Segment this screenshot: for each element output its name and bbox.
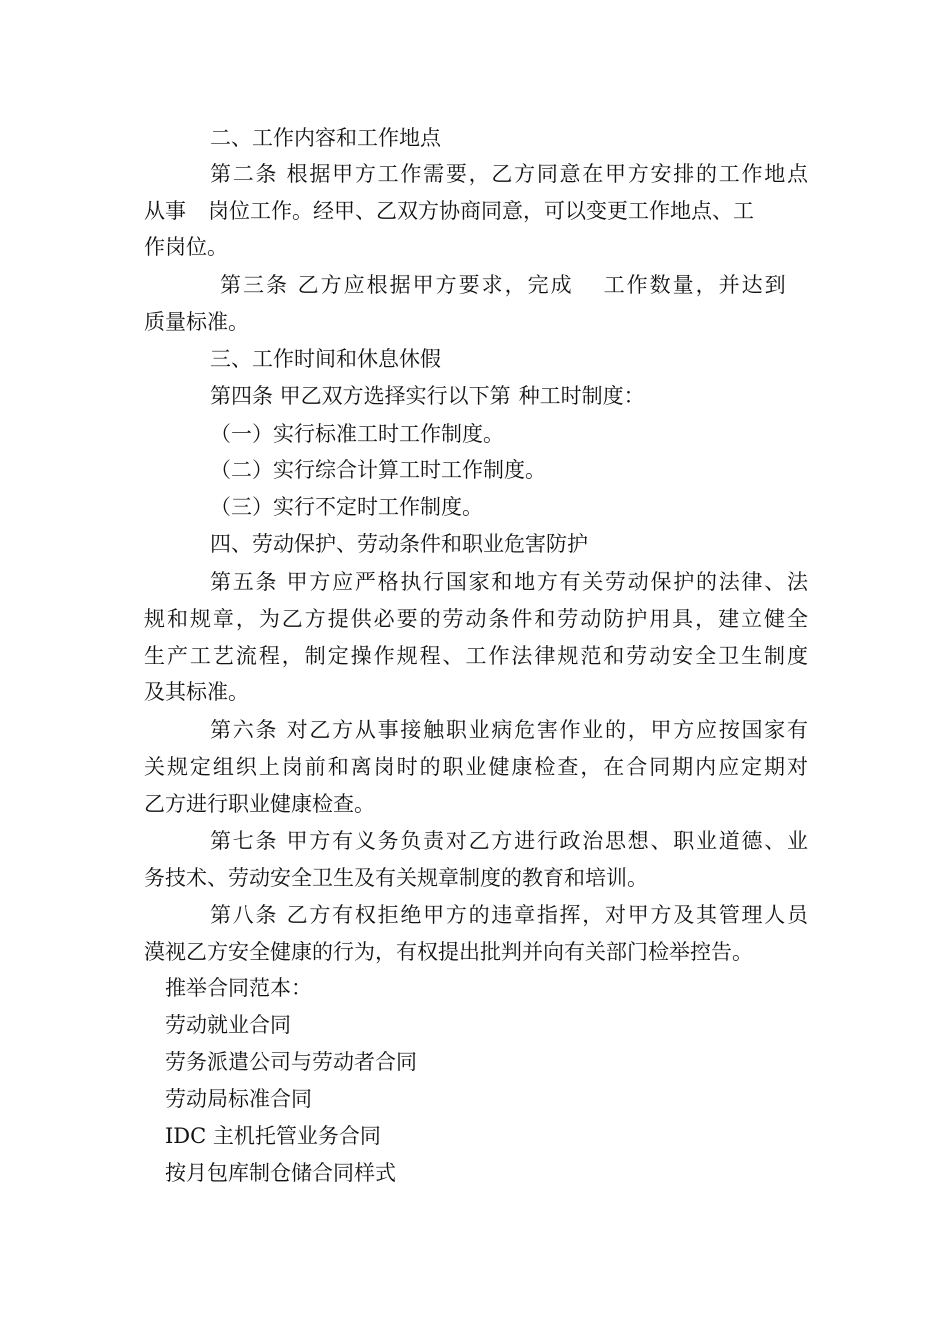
article-2-text-b: 岗位工作。经甲、乙双方协商同意，可以变更工作地点、工 bbox=[208, 199, 754, 223]
article-4-text-a: 第四条 甲乙双方选择实行以下第 bbox=[210, 384, 511, 408]
recommend-title: 推举合同范本： bbox=[165, 976, 312, 1000]
article-3-text-b: 工作数量，并达到 bbox=[603, 273, 788, 297]
recommend-link[interactable]: 劳务派遣公司与劳动者合同 bbox=[165, 1050, 417, 1074]
article-5-line-3: 生产工艺流程，制定操作规程、工作法律规范和劳动安全卫生制度 bbox=[144, 644, 808, 668]
list-item: （三）实行不定时工作制度。 bbox=[210, 495, 483, 519]
article-3-text-a: 第三条 乙方应根据甲方要求，完成 bbox=[220, 273, 574, 297]
section-heading: 四、劳动保护、劳动条件和职业危害防护 bbox=[210, 532, 588, 556]
article-3-line-2: 质量标准。 bbox=[144, 310, 249, 334]
article-8-line-2: 漠视乙方安全健康的行为，有权提出批判并向有关部门检举控告。 bbox=[144, 940, 753, 964]
article-8-line-1: 第八条 乙方有权拒绝甲方的违章指挥，对甲方及其管理人员 bbox=[210, 903, 808, 927]
article-6-line-1: 第六条 对乙方从事接触职业病危害作业的，甲方应按国家有 bbox=[210, 718, 808, 742]
section-heading: 二、工作内容和工作地点 bbox=[210, 126, 441, 150]
article-6-line-2: 关规定组织上岗前和离岗时的职业健康检查，在合同期内应定期对 bbox=[144, 755, 808, 779]
article-4-line-1 bbox=[210, 381, 645, 411]
article-2-line-1: 第二条 根据甲方工作需要，乙方同意在甲方安排的工作地点 bbox=[210, 162, 808, 186]
article-5-line-2: 规和规章，为乙方提供必要的劳动条件和劳动防护用具，建立健全 bbox=[144, 607, 808, 631]
article-2-line-2 bbox=[144, 196, 754, 226]
article-2-line-3: 作岗位。 bbox=[144, 235, 228, 259]
recommend-link[interactable]: 劳动就业合同 bbox=[165, 1013, 291, 1037]
recommend-link[interactable]: 按月包库制仓储合同样式 bbox=[165, 1161, 396, 1185]
recommend-link[interactable]: 劳动局标准合同 bbox=[165, 1087, 312, 1111]
article-2-text-a: 从事 bbox=[144, 199, 186, 223]
article-7-line-2: 务技术、劳动安全卫生及有关规章制度的教育和培训。 bbox=[144, 866, 648, 890]
recommend-link[interactable]: IDC 主机托管业务合同 bbox=[165, 1124, 381, 1148]
section-heading: 三、工作时间和休息休假 bbox=[210, 347, 441, 371]
article-3-line-1 bbox=[220, 270, 788, 300]
article-6-line-3: 乙方进行职业健康检查。 bbox=[144, 792, 375, 816]
article-5-line-1: 第五条 甲方应严格执行国家和地方有关劳动保护的法律、法 bbox=[210, 570, 808, 594]
list-item: （二）实行综合计算工时工作制度。 bbox=[210, 458, 546, 482]
article-5-line-4: 及其标准。 bbox=[144, 680, 249, 704]
list-item: （一）实行标准工时工作制度。 bbox=[210, 422, 504, 446]
article-4-text-b: 种工时制度： bbox=[518, 384, 645, 408]
article-7-line-1: 第七条 甲方有义务负责对乙方进行政治思想、职业道德、业 bbox=[210, 829, 808, 853]
